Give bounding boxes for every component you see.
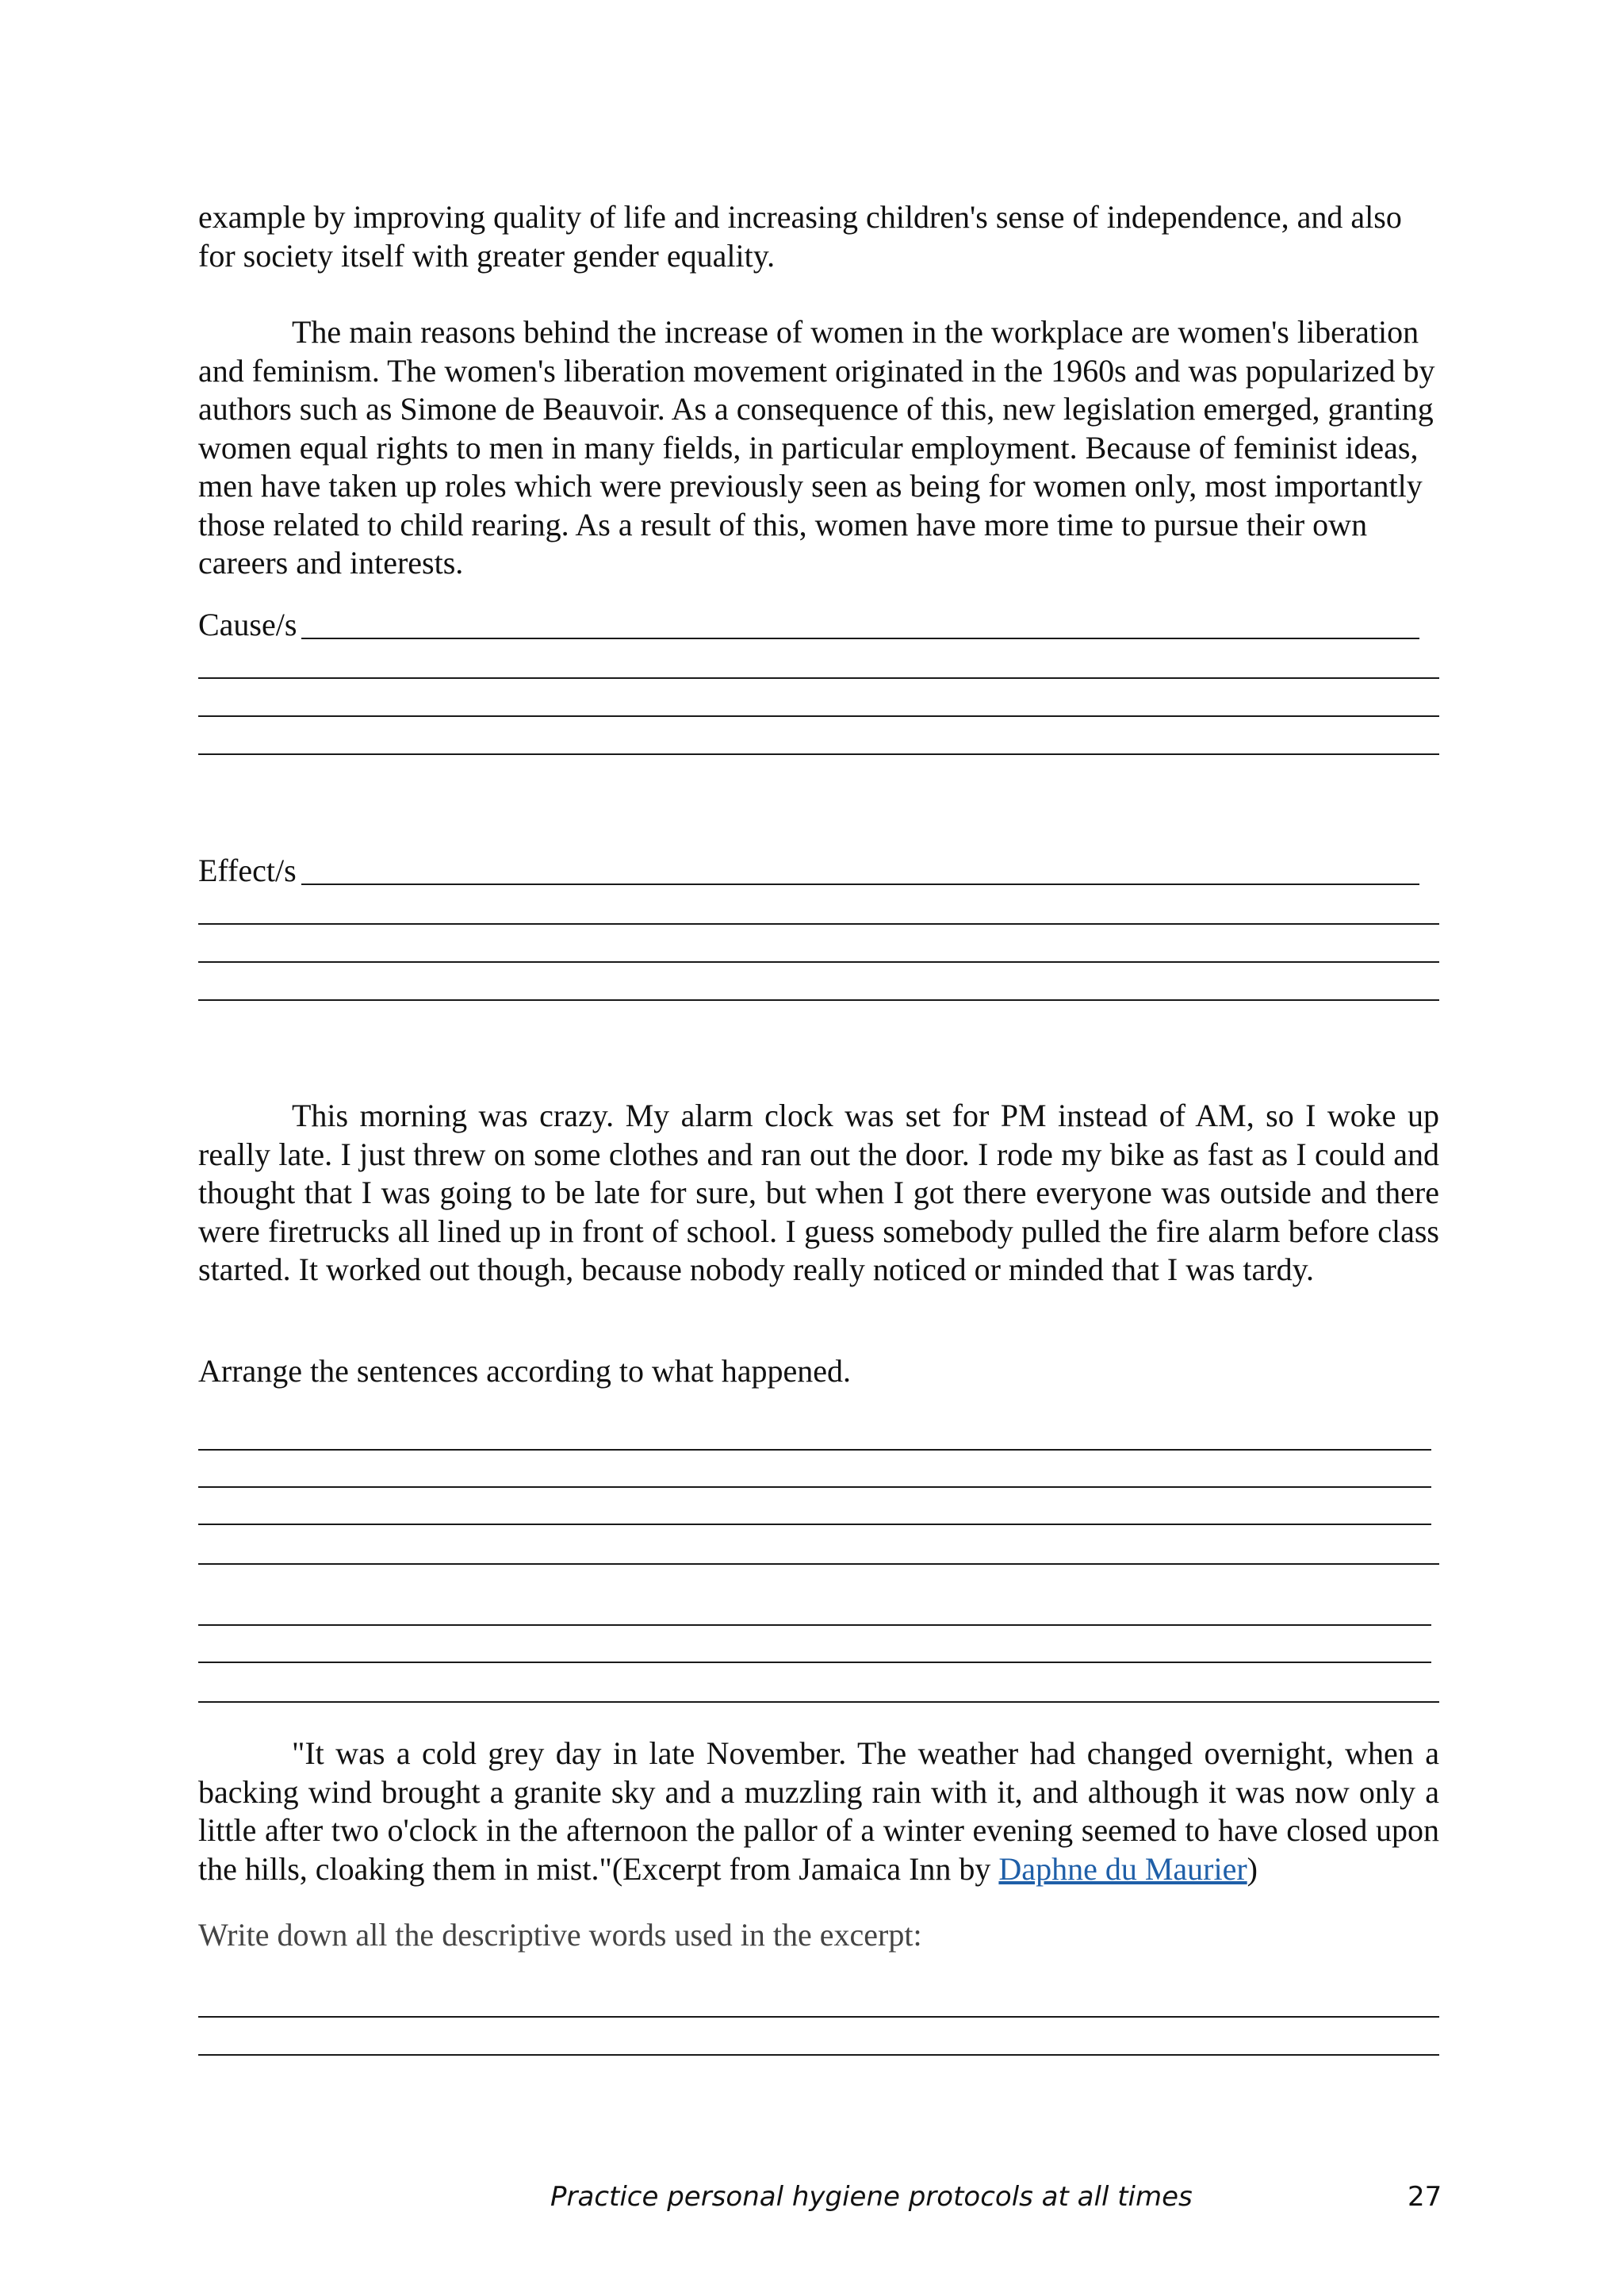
morning-story-paragraph: This morning was crazy. My alarm clock was set for PM instead of AM, so I woke up really late. I just threw on some clothes and ran out the door. I rode my bike as fast as I could and thought that I was going to be late for sure, but when I got there everyone was outside and there were firetrucks all lined up in front of school. I guess somebody pulled the fire alarm before class started. It worked out though, because nobody really noticed or minded that I was tardy.	[198, 1098, 1439, 1287]
descriptive-answer-line[interactable]	[198, 2016, 1439, 2018]
excerpt-close: )	[1247, 1850, 1258, 1887]
effect-label: Effect/s	[198, 853, 297, 888]
arrange-answer-line[interactable]	[198, 1563, 1439, 1565]
arrange-answer-line[interactable]	[198, 1701, 1439, 1703]
cause-answer-line[interactable]	[198, 715, 1439, 717]
effect-answer-line[interactable]	[198, 923, 1439, 925]
arrange-answer-line[interactable]	[198, 1662, 1431, 1663]
author-link[interactable]: Daphne du Maurier	[998, 1850, 1247, 1887]
page-number: 27	[1408, 2181, 1442, 2213]
page-footer	[0, 2181, 1624, 2221]
excerpt-paragraph	[198, 1734, 1439, 1888]
arrange-answer-line[interactable]	[198, 1524, 1431, 1525]
effect-answer-row	[198, 852, 1439, 890]
cause-answer-line[interactable]	[198, 677, 1439, 679]
cause-answer-line[interactable]	[301, 638, 1419, 639]
descriptive-answer-line[interactable]	[198, 2054, 1439, 2056]
footer-motto: Practice personal hygiene protocols at all times	[550, 2181, 1193, 2213]
cause-answer-row	[198, 606, 1439, 644]
cause-answer-line[interactable]	[198, 753, 1439, 755]
arrange-answer-line[interactable]	[198, 1449, 1431, 1451]
effect-answer-line[interactable]	[198, 999, 1439, 1001]
arrange-instruction: Arrange the sentences according to what happened.	[198, 1353, 851, 1389]
excerpt-text: "It was a cold grey day in late November. The weather had changed overnight, when a backing wind brought a granite sky and a muzzling rain with it, and although it was now only a little after two o'clock in the afternoon the pallor of a winter evening seemed to have closed upon the hills, cloaking them in mist."(Excerpt from Jamaica Inn by	[198, 1735, 1439, 1887]
intro-paragraph-tail: example by improving quality of life and increasing children's sense of independence, and also for society itself with greater gender equality.	[198, 199, 1402, 274]
women-workplace-paragraph: The main reasons behind the increase of women in the workplace are women's liberation and feminism. The women's liberation movement originated in the 1960s and was popularized by authors such as Simone de Beauvoir. As a consequence of this, new legislation emerged, granting women equal rights to men in many fields, in particular employment. Because of feminist ideas, men have taken up roles which were previously seen as being for women only, most importantly those related to child rearing. As a result of this, women have more time to pursue their own careers and interests.	[198, 314, 1435, 581]
effect-answer-line[interactable]	[301, 884, 1419, 885]
cause-label: Cause/s	[198, 607, 297, 642]
arrange-answer-line[interactable]	[198, 1486, 1431, 1488]
descriptive-instruction: Write down all the descriptive words used in the excerpt:	[198, 1917, 922, 1953]
effect-answer-line[interactable]	[198, 961, 1439, 963]
arrange-answer-line[interactable]	[198, 1624, 1431, 1626]
